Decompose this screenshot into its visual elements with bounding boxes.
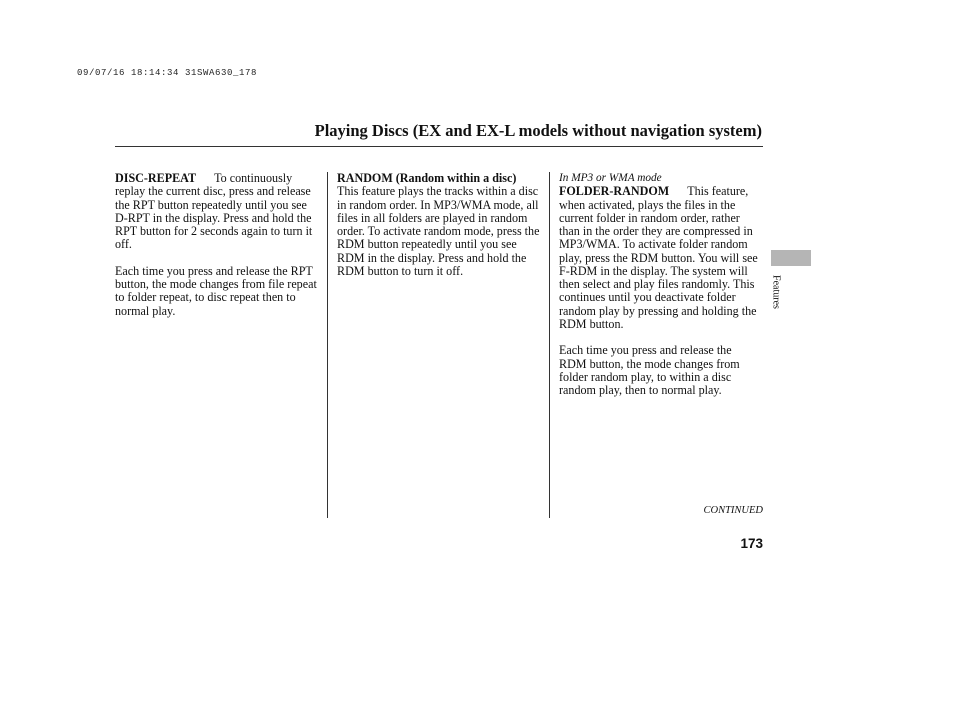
random-body: This feature plays the tracks within a disc in random order. In MP3/WMA mode, all files in all folders are played in random order. To activate random mode, press the RDM button repeatedly until you see RDM in the display. Press and hold the RDM button to turn it off.	[337, 184, 540, 278]
print-timestamp: 09/07/16 18:14:34 31SWA630_178	[77, 68, 258, 78]
title-divider	[115, 146, 763, 147]
column-divider-1	[327, 172, 328, 518]
disc-repeat-heading: DISC-REPEAT	[115, 171, 197, 185]
column-divider-2	[549, 172, 550, 518]
column-disc-repeat	[115, 172, 319, 318]
continued-label: CONTINUED	[703, 505, 763, 516]
disc-repeat-body: To continuously replay the current disc, press and release the RPT button repeatedly until you see D-RPT in the display. Press and hold the RPT button for 2 seconds again to turn it off.	[115, 171, 313, 252]
column-folder-random	[559, 172, 759, 397]
disc-repeat-paragraph	[115, 172, 319, 252]
disc-repeat-paragraph-2: Each time you press and release the RPT button, the mode changes from file repeat to folder repeat, to disc repeat then to normal play.	[115, 263, 317, 318]
column-random	[337, 172, 541, 278]
random-heading: RANDOM (Random within a disc)	[337, 171, 517, 185]
page-title: Playing Discs (EX and EX-L models without navigation system)	[314, 121, 762, 140]
folder-random-heading: FOLDER-RANDOM	[559, 184, 670, 199]
folder-random-paragraph-2: Each time you press and release the RDM button, the mode changes from folder random play, to within a disc random play, then to normal play.	[559, 343, 740, 397]
random-paragraph	[337, 172, 541, 278]
section-tab-label: Features	[770, 275, 782, 309]
section-tab-marker	[771, 250, 811, 266]
page-number: 173	[740, 536, 763, 551]
mode-note: In MP3 or WMA mode	[559, 172, 662, 184]
folder-random-body: This feature, when activated, plays the files in the current folder in random order, rather than in the order they are compressed in MP3/WMA. To activate folder random play, press the RDM button. You will see F-RDM in the display. The system will then select and play files randomly. This continues until you deactivate folder random play by pressing and holding the RDM button.	[559, 184, 758, 331]
folder-random-paragraph	[559, 185, 759, 331]
